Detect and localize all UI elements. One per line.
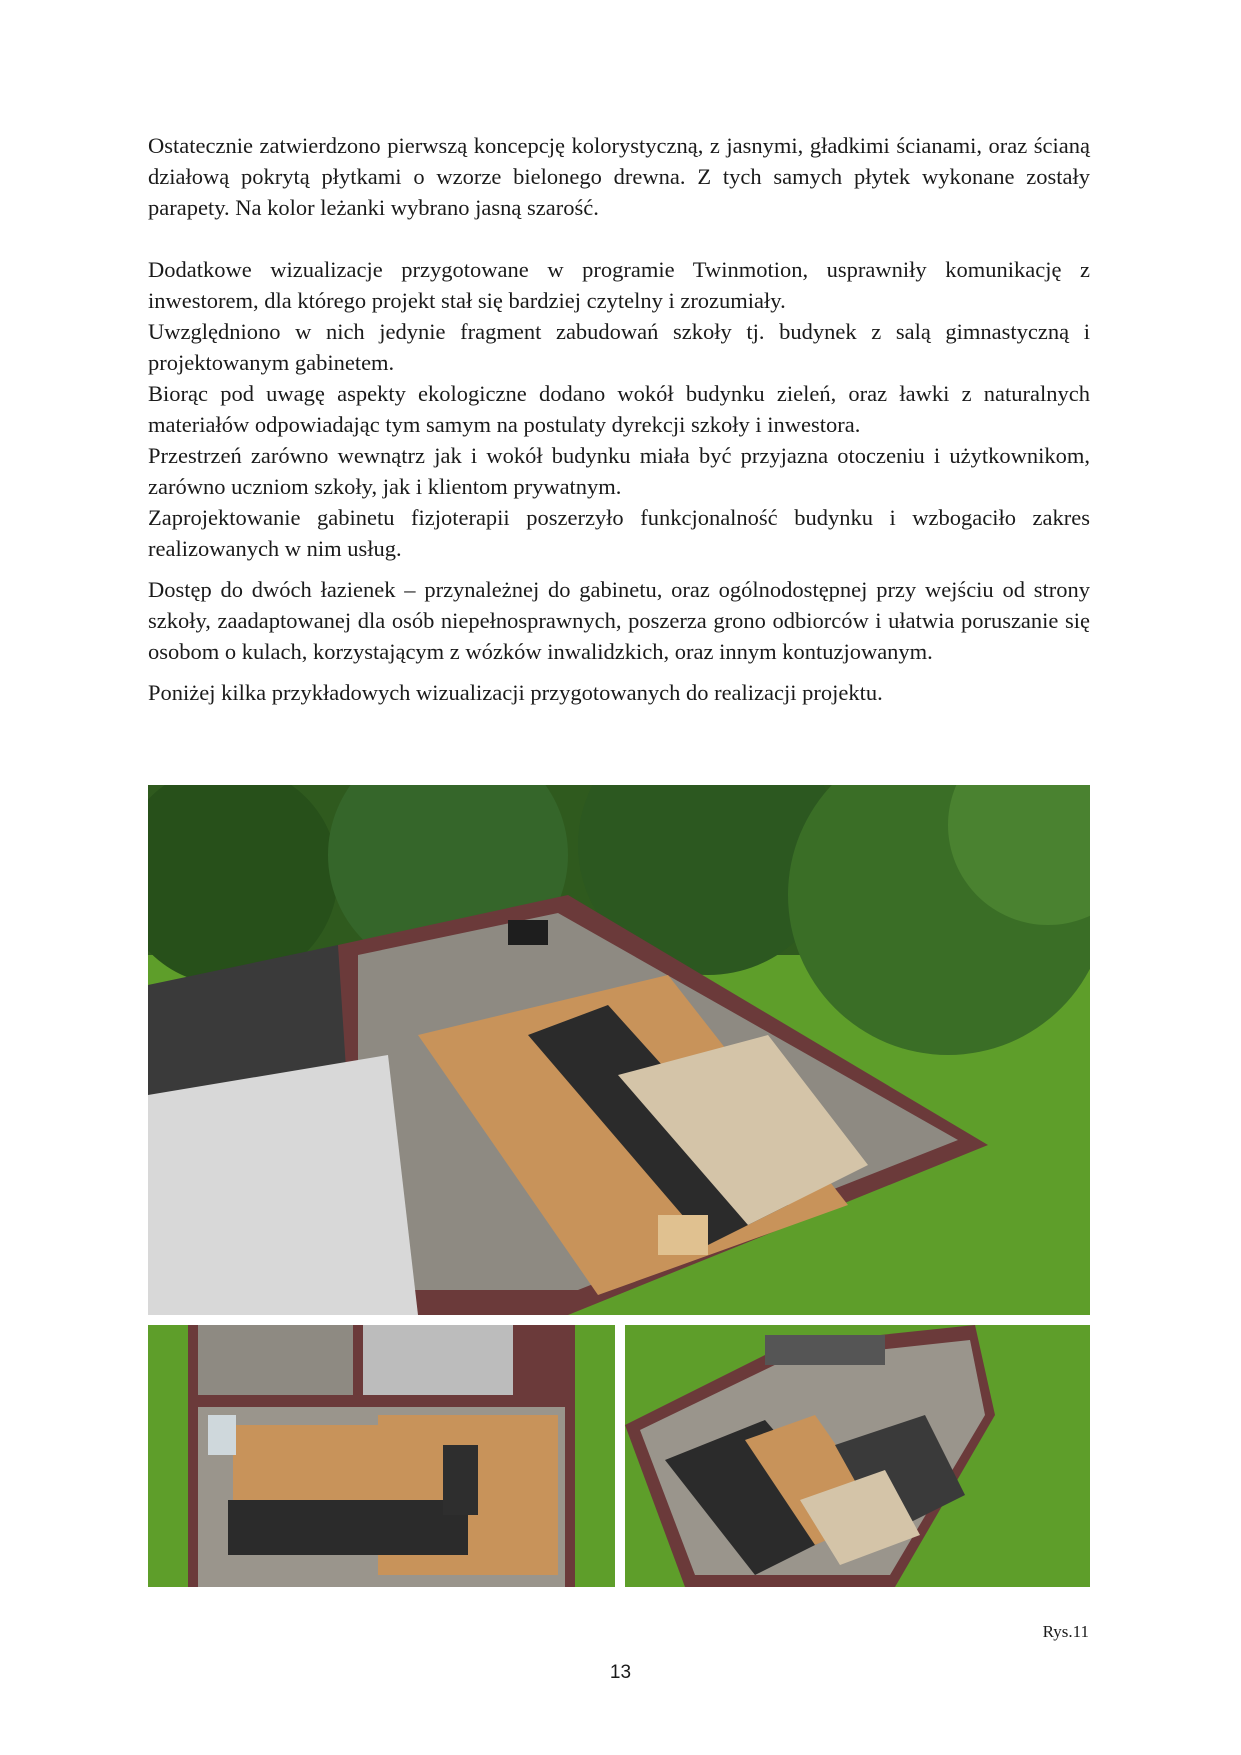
paragraph-scope: Uwzględniono w nich jedynie fragment zabudowań szkoły tj. budynek z salą gimnastyczną i projektowanym gabinetem.: [148, 319, 1090, 375]
paragraph-functionality: Zaprojektowanie gabinetu fizjoterapii poszerzyło funkcjonalność budynku i wzbogaciło zakres realizowanych w nim usług.: [148, 505, 1090, 561]
paragraph-ecology: Biorąc pod uwagę aspekty ekologiczne dodano wokół budynku zieleń, oraz ławki z naturalnych materiałów odpowiadając tym samym na postulaty dyrekcji szkoły i inwestora.: [148, 381, 1090, 437]
figure-caption: Rys.11: [1042, 1622, 1089, 1641]
paragraph-visualizations-intro: Poniżej kilka przykładowych wizualizacji przygotowanych do realizacji projektu.: [148, 680, 883, 705]
visualization-main-aerial: [148, 785, 1090, 1315]
page-number: 13: [609, 1662, 632, 1683]
paragraph-color-concept: Ostatecznie zatwierdzono pierwszą koncepcję kolorystyczną, z jasnymi, gładkimi ścianami, oraz ścianą działową pokrytą płytkami o wzorze bielonego drewna. Z tych samych płytek wykonane zostały parapety. Na kolor leżanki wybrano jasną szarość.: [148, 133, 1090, 220]
body-text: [148, 130, 1090, 708]
paragraph-bathrooms: Dostęp do dwóch łazienek – przynależnej do gabinetu, oraz ogólnodostępnej przy wejściu od strony szkoły, zaadaptowanej dla osób niepełnosprawnych, poszerza grono odbiorców i ułatwia poruszanie się osobom o kulach, korzystającym z wózków inwalidzkich, oraz innym kontuzjowanym.: [148, 577, 1090, 664]
paragraph-twinmotion: Dodatkowe wizualizacje przygotowane w programie Twinmotion, usprawniły komunikację z inwestorem, dla którego projekt stał się bardziej czytelny i zrozumiały.: [148, 257, 1090, 313]
visualization-perspective: [625, 1325, 1090, 1587]
visualization-top-down: [148, 1325, 615, 1587]
paragraph-space: Przestrzeń zarówno wewnątrz jak i wokół budynku miała być przyjazna otoczeniu i użytkownikom, zarówno uczniom szkoły, jak i klientom prywatnym.: [148, 443, 1090, 499]
